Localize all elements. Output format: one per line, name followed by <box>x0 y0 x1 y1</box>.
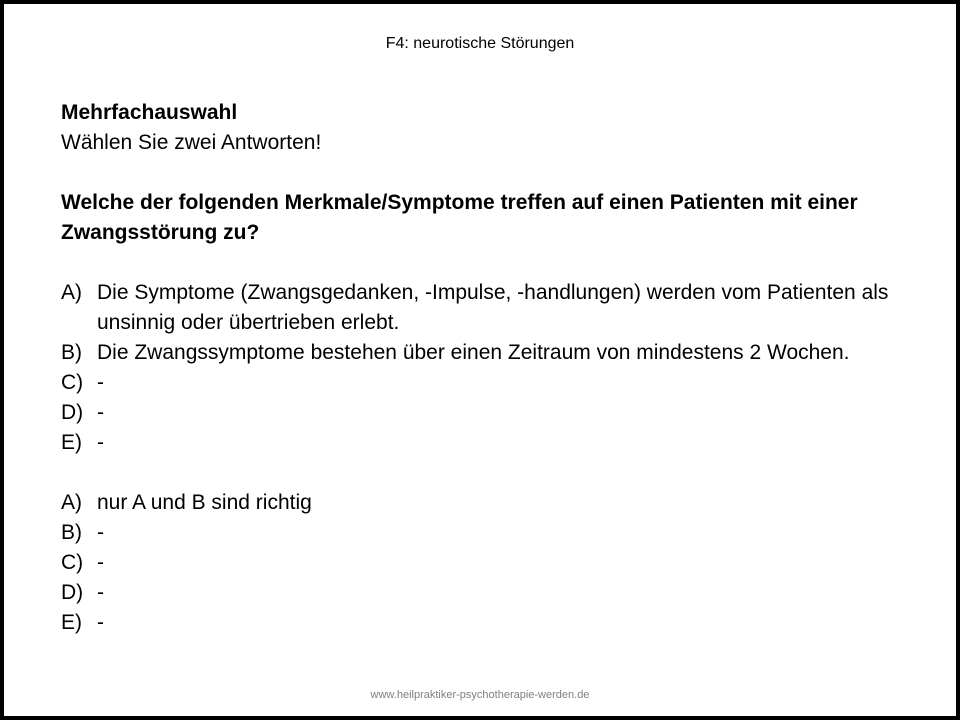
statement-text: Die Zwangssymptome bestehen über einen Zeitraum von mindestens 2 Wochen. <box>97 341 850 364</box>
answer-option-c[interactable] <box>61 548 921 578</box>
spacer <box>61 458 921 488</box>
statement-text: - <box>97 431 104 454</box>
statement-letter: C) <box>61 371 84 394</box>
slide-content <box>61 98 921 638</box>
answer-option-a[interactable] <box>61 488 921 518</box>
answer-text: - <box>97 581 104 604</box>
statement-text: - <box>97 401 104 424</box>
statement-letter: B) <box>61 341 82 364</box>
statement-letter: D) <box>61 401 84 424</box>
answer-letter: E) <box>61 611 82 634</box>
spacer <box>61 158 921 188</box>
answer-text: - <box>97 551 104 574</box>
statement-item-c <box>61 368 921 398</box>
answer-text: - <box>97 521 104 544</box>
statement-letter: A) <box>61 281 82 304</box>
answer-letter: A) <box>61 491 82 514</box>
statement-item-a <box>61 278 921 338</box>
answer-option-d[interactable] <box>61 578 921 608</box>
answer-text: - <box>97 611 104 634</box>
answer-option-b[interactable] <box>61 518 921 548</box>
answer-list <box>61 488 921 638</box>
instruction-text: Wählen Sie zwei Antworten! <box>61 131 322 154</box>
statement-item-b <box>61 338 921 368</box>
spacer <box>61 248 921 278</box>
statement-list <box>61 278 921 458</box>
footer-url: www.heilpraktiker-psychotherapie-werden.de <box>370 689 590 701</box>
statement-item-d <box>61 398 921 428</box>
answer-letter: D) <box>61 581 84 604</box>
statement-text: - <box>97 371 104 394</box>
slide <box>4 4 956 716</box>
statement-letter: E) <box>61 431 82 454</box>
question-text: Welche der folgenden Merkmale/Symptome treffen auf einen Patienten mit einer Zwangsstörung zu? <box>61 191 858 244</box>
answer-option-e[interactable] <box>61 608 921 638</box>
slide-header: F4: neurotische Störungen <box>385 35 575 52</box>
answer-letter: C) <box>61 551 84 574</box>
statement-item-e <box>61 428 921 458</box>
question-type-label: Mehrfachauswahl <box>61 101 238 124</box>
answer-letter: B) <box>61 521 82 544</box>
answer-text: nur A und B sind richtig <box>97 491 312 514</box>
statement-text: Die Symptome (Zwangsgedanken, -Impulse, -handlungen) werden vom Patienten als unsinnig oder übertrieben erlebt. <box>97 281 889 334</box>
